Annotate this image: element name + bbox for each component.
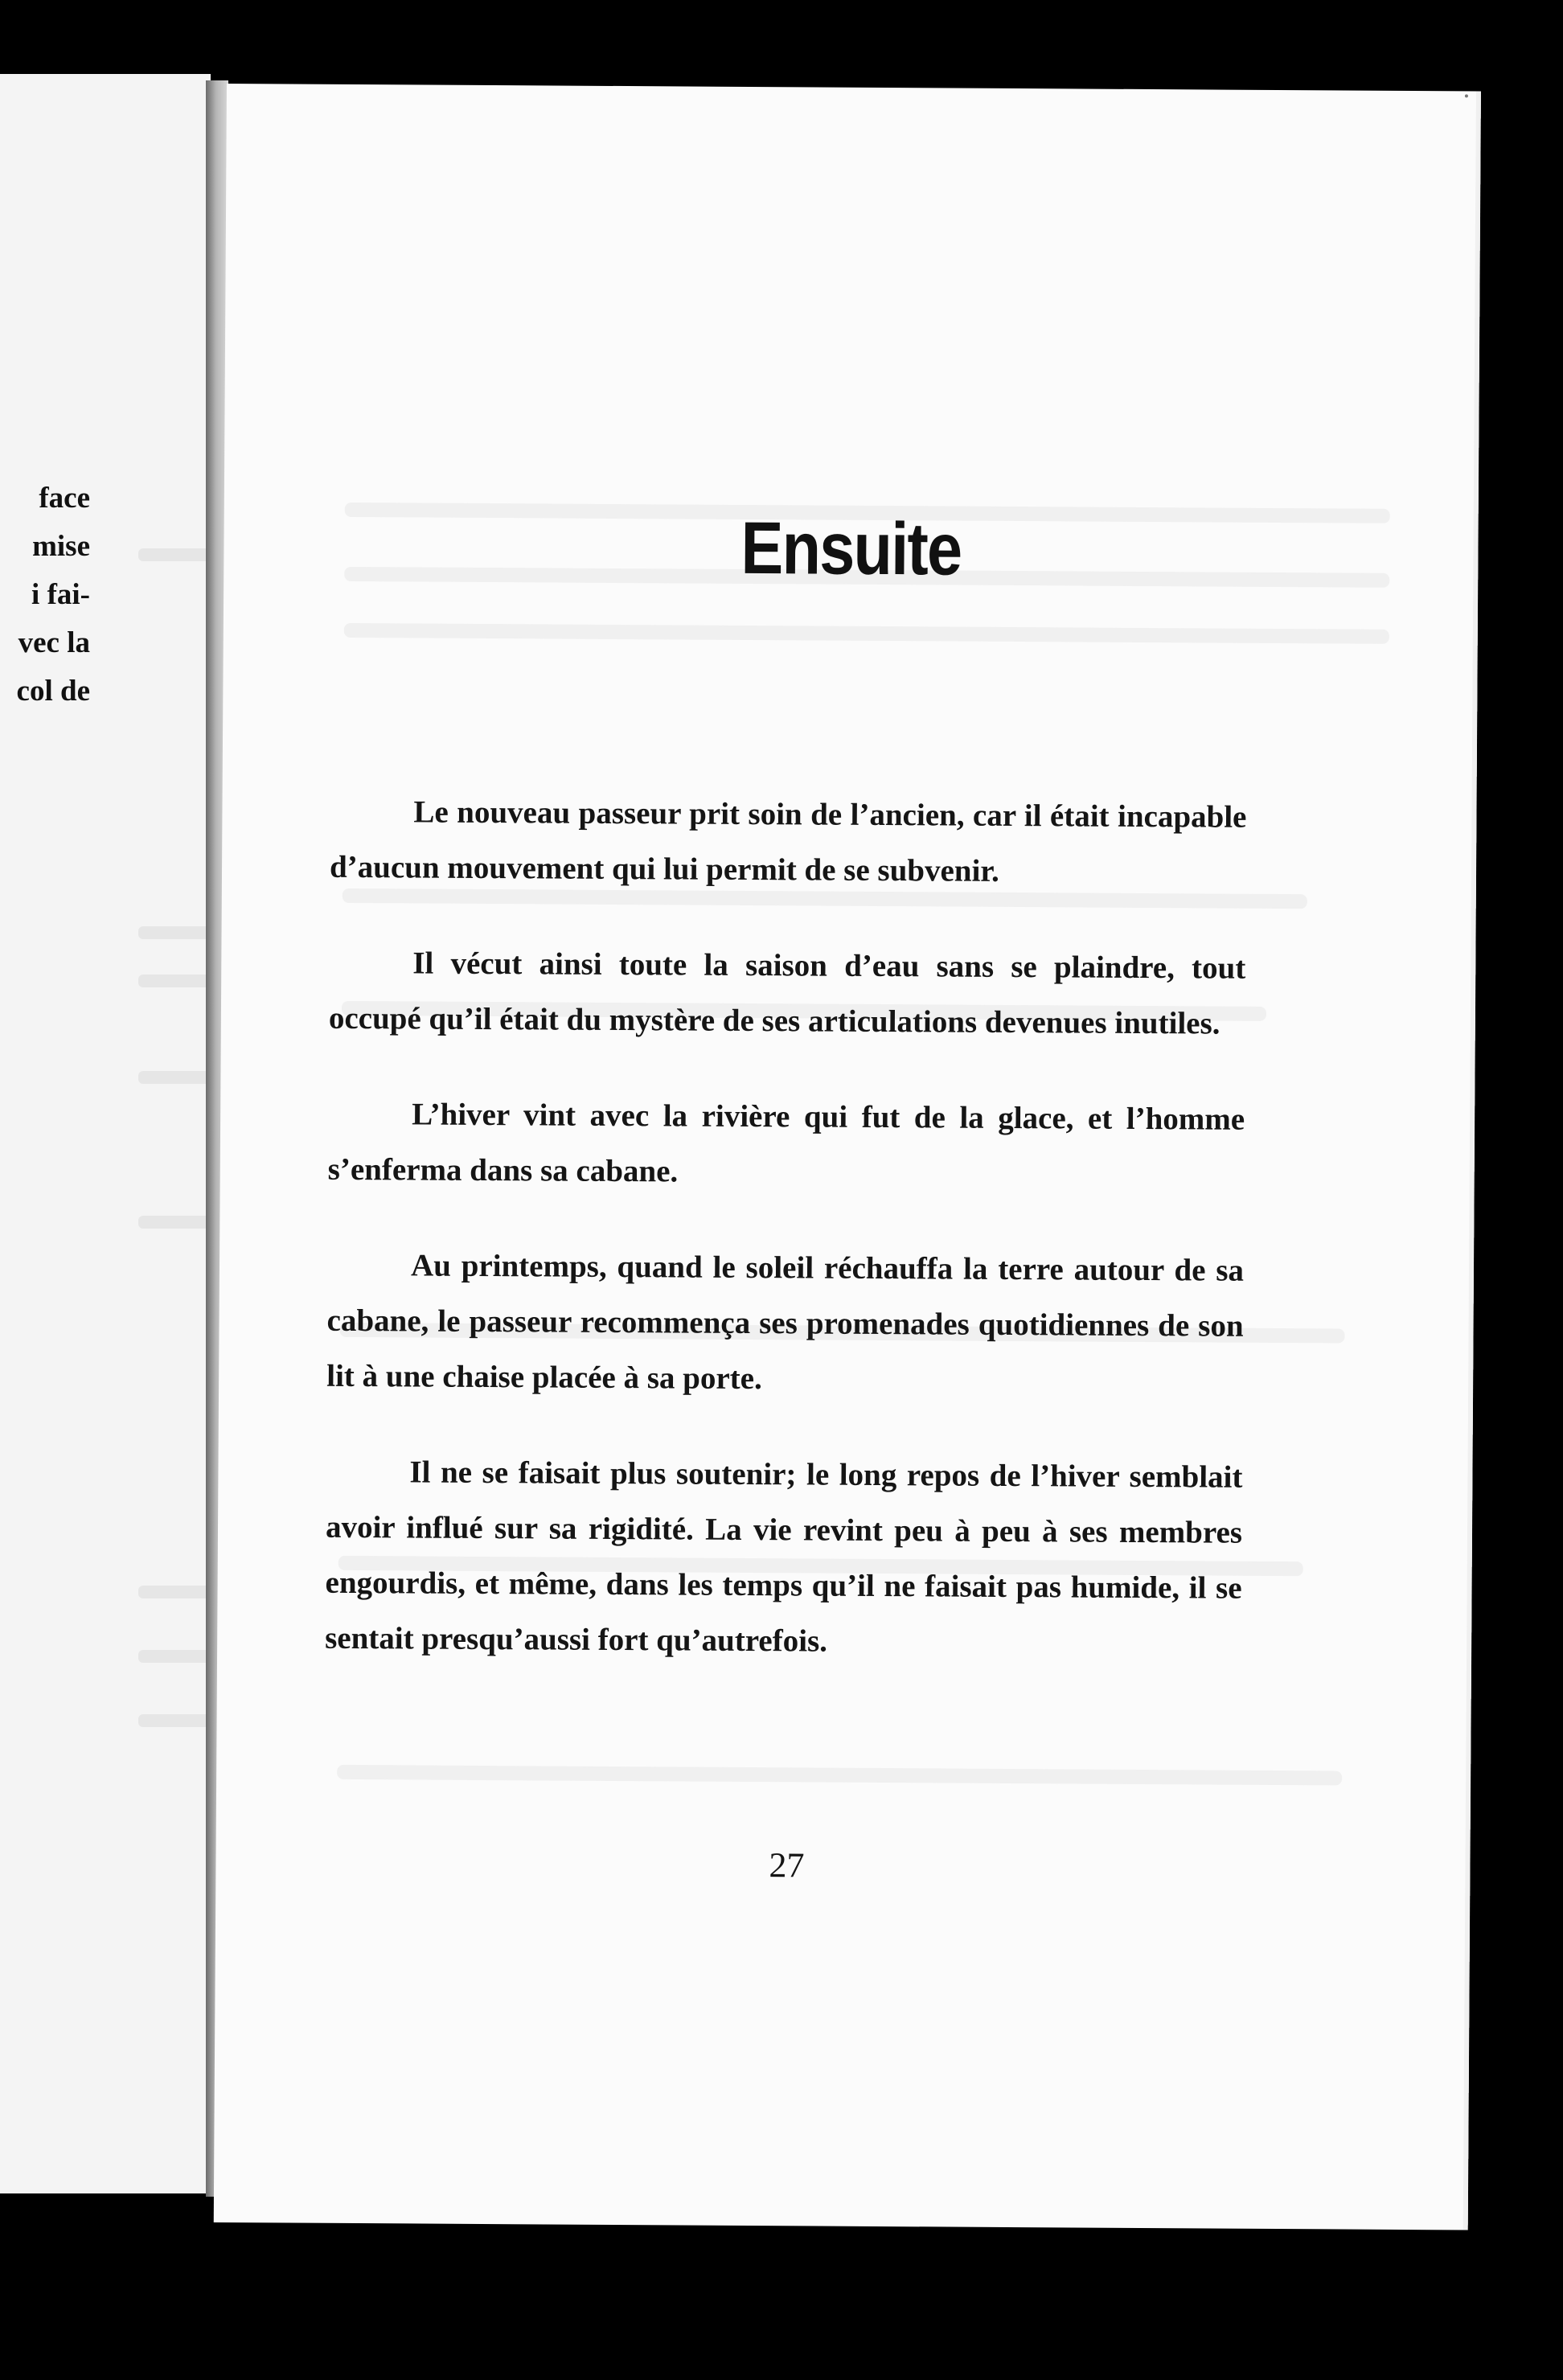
paragraph: Le nouveau passeur prit soin de l’ancien, car il était incapable d’aucun mouvement qui lui permit de se subvenir. [329, 794, 1247, 888]
paragraph: Il vécut ainsi toute la saison d’eau sans se plaindre, tout occupé qu’il était du mystère de ses articulations devenues inutiles. [328, 946, 1246, 1041]
bleed-through-mark [138, 1714, 211, 1727]
bleed-through-mark [138, 926, 211, 939]
previous-page-line: mise [32, 530, 90, 563]
bleed-through-mark [138, 1650, 211, 1663]
previous-page-line: col de [16, 675, 90, 708]
bleed-through-mark [344, 623, 1389, 644]
dust-speck [1465, 94, 1468, 97]
bleed-through-mark [138, 1586, 211, 1598]
paragraph: Il ne se faisait plus soutenir; le long repos de l’hiver semblait avoir influé sur sa rigidité. La vie revint peu à peu à ses membres engourdis, et même, dans les temps qu’il ne faisait pas humide, il se sentait presqu’aussi fort qu’autrefois. [325, 1455, 1243, 1659]
previous-page-line: vec la [18, 626, 90, 659]
bleed-through-mark [138, 1216, 211, 1229]
bleed-through-mark [138, 975, 211, 987]
previous-page [0, 74, 211, 2193]
paragraph: Au printemps, quand le soleil réchauffa la terre autour de sa cabane, le passeur recommença ses promenades quotidiennes de son lit à une chaise placée à sa porte. [326, 1248, 1245, 1397]
previous-page-text [17, 474, 90, 716]
previous-page-line: face [39, 482, 90, 515]
bleed-through-mark [138, 1071, 211, 1084]
chapter-body [325, 784, 1247, 1712]
paragraph: L’hiver vint avec la rivière qui fut de la glace, et l’homme s’enferma dans sa cabane. [327, 1097, 1245, 1189]
previous-page-line: i fai- [31, 578, 90, 611]
current-page [214, 84, 1481, 2230]
bleed-through-mark [138, 548, 211, 561]
page-number: 27 [769, 1845, 805, 1886]
bleed-through-mark [337, 1765, 1342, 1786]
chapter-title: Ensuite [740, 507, 962, 591]
